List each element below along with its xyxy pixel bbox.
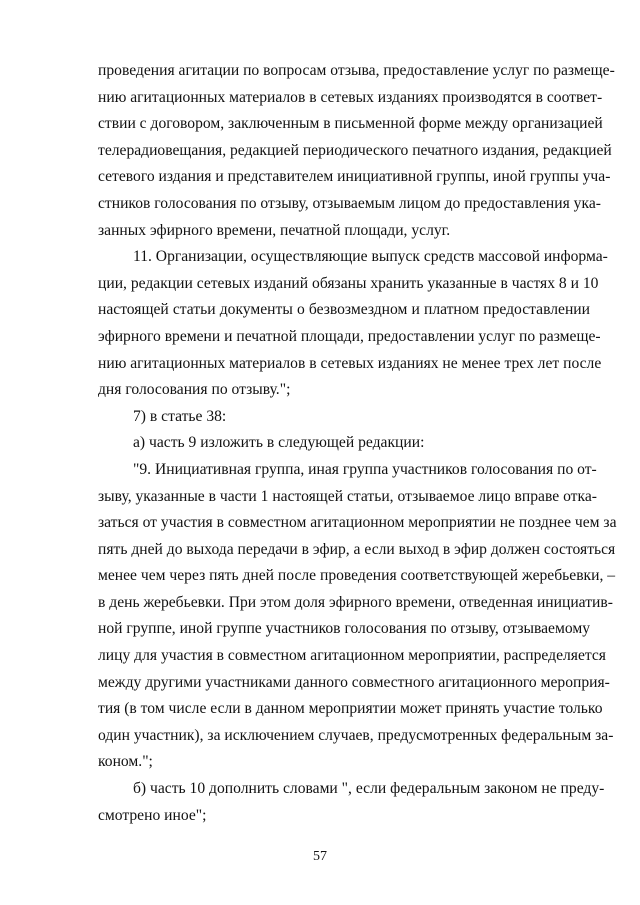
- text-line: коном.";: [98, 753, 153, 771]
- paragraph-start-line: "9. Инициативная группа, иная группа участников голосования по от-: [133, 460, 597, 478]
- text-line: ной группе, иной группе участников голосования по отзыву, отзываемому: [98, 620, 590, 638]
- text-line: менее чем через пять дней после проведения соответствующей жеребьевки, –: [98, 567, 616, 585]
- text-line: занных эфирного времени, печатной площади, услуг.: [98, 221, 451, 239]
- text-line: дня голосования по отзыву.";: [98, 381, 291, 399]
- paragraph-start-line: а) часть 9 изложить в следующей редакции:: [133, 434, 425, 452]
- text-line: телерадиовещания, редакцией периодического печатного издания, редакцией: [98, 141, 612, 159]
- text-line: один участник), за исключением случаев, предусмотренных федеральным за-: [98, 726, 614, 744]
- text-line: тия (в том числе если в данном мероприятии может принять участие только: [98, 700, 603, 718]
- text-line: лицу для участия в совместном агитационном мероприятии, распределяется: [98, 647, 606, 665]
- text-line: сетевого издания и представителем инициативной группы, иной группы уча-: [98, 168, 611, 186]
- page-number: 57: [313, 849, 327, 864]
- paragraph-start-line: 7) в статье 38:: [133, 407, 227, 425]
- text-line: нию агитационных материалов в сетевых изданиях производятся в соответ-: [98, 88, 603, 106]
- text-line: ствии с договором, заключенным в письменной форме между организацией: [98, 115, 603, 133]
- text-line: зыву, указанные в части 1 настоящей статьи, отзываемое лицо вправе отка-: [98, 487, 597, 505]
- text-line: настоящей статьи документы о безвозмездном и платном предоставлении: [98, 301, 590, 319]
- text-line: стников голосования по отзыву, отзываемым лицом до предоставления ука-: [98, 194, 601, 212]
- text-line: ции, редакции сетевых изданий обязаны хранить указанные в частях 8 и 10: [98, 274, 599, 292]
- body-text: [98, 58, 617, 829]
- text-line: заться от участия в совместном агитационном мероприятии не позднее чем за: [98, 514, 617, 532]
- text-line: эфирного времени и печатной площади, предоставлении услуг по размеще-: [98, 327, 601, 345]
- text-line: проведения агитации по вопросам отзыва, предоставление услуг по размеще-: [98, 62, 615, 79]
- text-line: в день жеребьевки. При этом доля эфирного времени, отведенная инициатив-: [98, 593, 613, 611]
- text-line: между другими участниками данного совместного агитационного мероприя-: [98, 673, 610, 691]
- text-line: пять дней до выхода передачи в эфир, а если выход в эфир должен состояться: [98, 540, 616, 558]
- paragraph-start-line: 11. Организации, осуществляющие выпуск средств массовой информа-: [133, 248, 608, 266]
- text-line: нию агитационных материалов в сетевых изданиях не менее трех лет после: [98, 354, 602, 372]
- paragraph-start-line: б) часть 10 дополнить словами ", если федеральным законом не преду-: [133, 780, 605, 798]
- text-line: смотрено иное";: [98, 806, 207, 824]
